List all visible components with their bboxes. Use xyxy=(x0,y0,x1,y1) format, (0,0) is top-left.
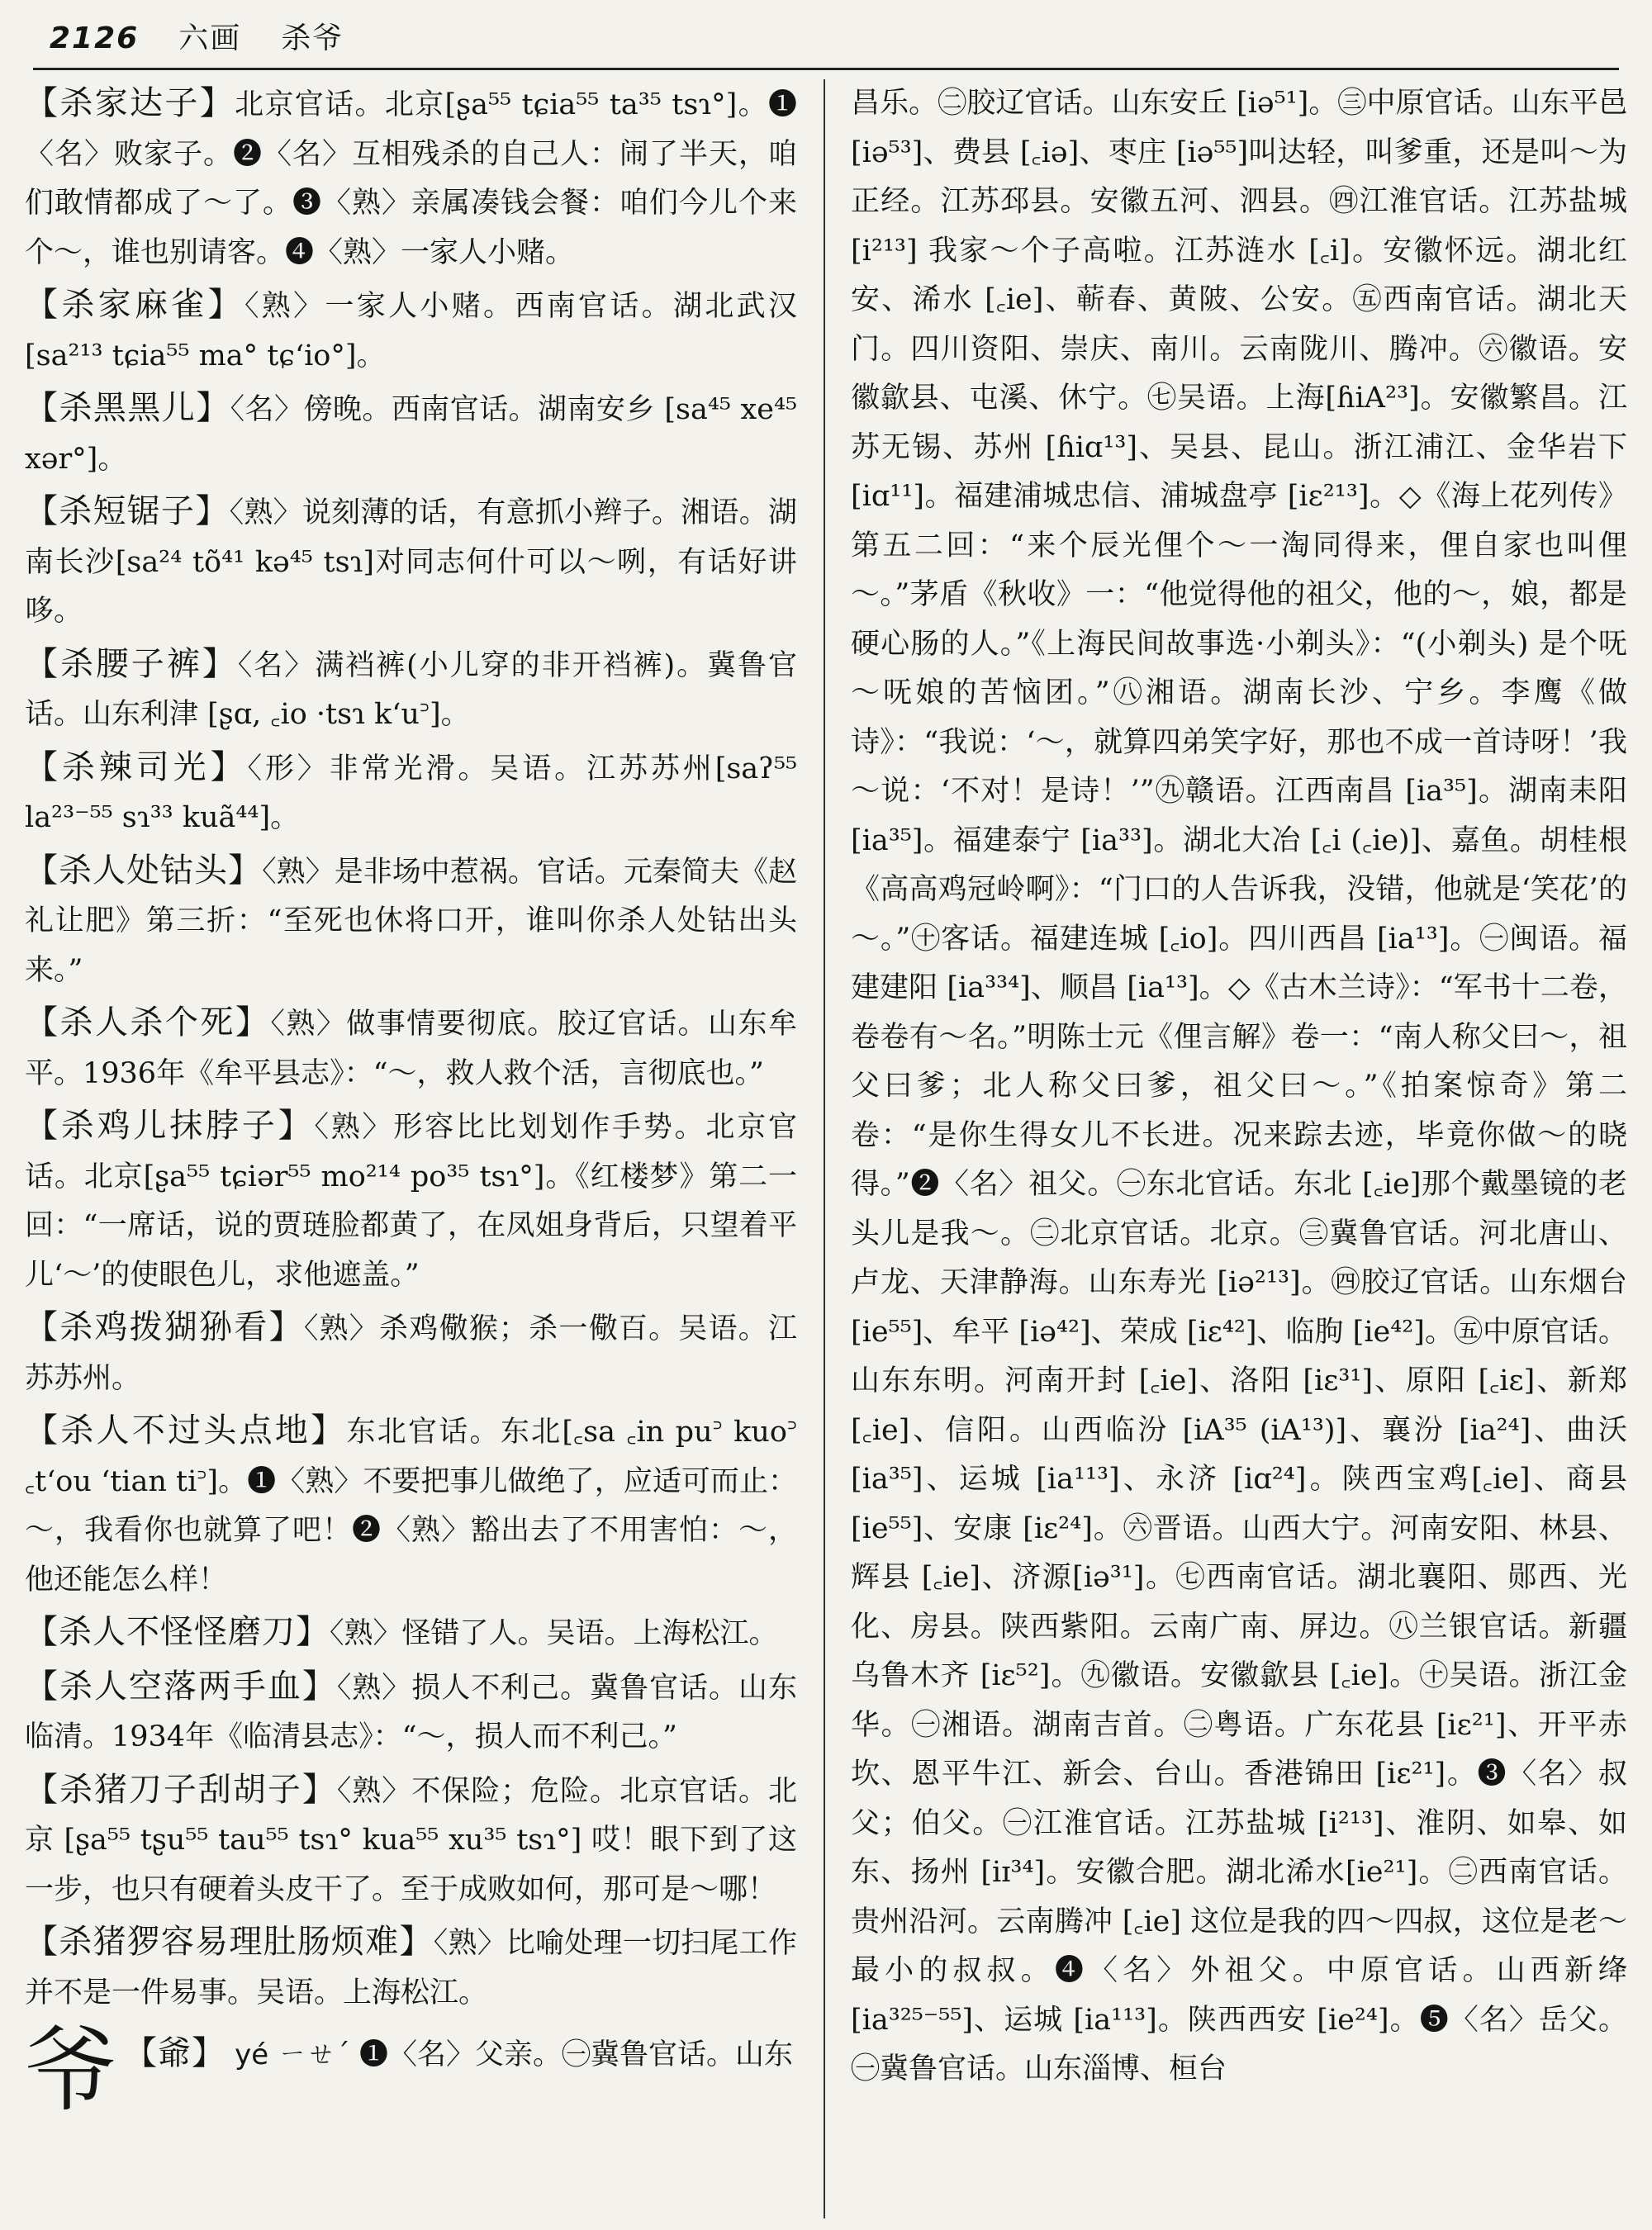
entry-headword: 【杀家达子】 xyxy=(25,84,235,122)
entry-text: 北京官话。北京[ʂa⁵⁵ tɕia⁵⁵ ta³⁵ tsɿ°]。❶〈名〉败家子。❷〈名〉互相残杀的自己人：闹了半天，咱们敢情都成了～了。❸〈熟〉亲属凑钱会餐：咱们今儿个来个～，谁也别请客。❹〈熟〉一家人小赌。 xyxy=(25,88,797,269)
guide-words: 杀爷 xyxy=(281,21,344,55)
main-entry-character: 爷 xyxy=(25,2017,117,2124)
entry-headword: 【杀腰子裤】 xyxy=(25,644,238,683)
left-column xyxy=(25,79,797,2218)
entry-headword: 【杀鸡儿抹脖子】 xyxy=(25,1107,315,1145)
right-column-text: 昌乐。㊁胶辽官话。山东安丘 [iə⁵¹]。㊂中原官话。山东平邑 [iə⁵³]、费县 [꜀iə]、枣庄 [iə⁵⁵]叫达轻，叫爹重，还是叫～为正经。江苏邳县。安徽五河、泗县。㊃江淮官话。江苏盐城 [i²¹³] 我家～个子高啦。江苏涟水 [꜀i]。安徽怀远。湖北红安、浠水 [꜀ie]、蕲春、黄陂、公安。㊄西南官话。湖北天门。四川资阳、崇庆、南川。云南陇川、腾冲。㊅徽语。安徽歙县、屯溪、休宁。㊆吴语。上海[ɦiA²³]。安徽繁昌。江苏无锡、苏州 [ɦiɑ¹³]、吴县、昆山。浙江浦江、金华岩下 [iɑ¹¹]。福建浦城忠信、浦城盘亭 [iɛ²¹³]。◇《海上花列传》第五二回：“来个辰光俚个～一淘同得来，俚自家也叫俚～。”茅盾《秋收》一：“他觉得他的祖父，他的～，娘，都是硬心肠的人。”《上海民间故事选·小剃头》：“(小剃头) 是个呒～呒娘的苦恼团。”㊇湘语。湖南长沙、宁乡。李鹰《做诗》：“我说：‘～，就算四弟笑字好，那也不成一首诗呀！’我～说：‘不对！是诗！’”㊈赣语。江西南昌 [ia³⁵]。湖南耒阳 [ia³⁵]。福建泰宁 [ia³³]。湖北大冶 [꜀i (꜀ie)]、嘉鱼。胡桂根《高高鸡冠岭啊》：“门口的人告诉我，没错，他就是‘笑花’的～。”㊉客话。福建连城 [꜀io]。四川西昌 [ia¹³]。㊀闽语。福建建阳 [ia³³⁴]、顺昌 [ia¹³]。◇《古木兰诗》：“军书十二卷，卷卷有～名。”明陈士元《俚言解》卷一：“南人称父曰～，祖父曰爹；北人称父曰爹，祖父曰～。”《拍案惊奇》第二卷：“是你生得女儿不长进。况来踪去迹，毕竟你做～的晓得。”❷〈名〉祖父。㊀东北官话。东北 [꜀ie]那个戴墨镜的老头儿是我～。㊁北京官话。北京。㊂冀鲁官话。河北唐山、卢龙、天津静海。山东寿光 [iə²¹³]。㊃胶辽官话。山东烟台 [ie⁵⁵]、牟平 [iə⁴²]、荣成 [iɛ⁴²]、临朐 [ie⁴²]。㊄中原官话。山东东明。河南开封 [꜀ie]、洛阳 [iɛ³¹]、原阳 [꜀iɛ]、新郑 [꜀ie]、信阳。山西临汾 [iA³⁵ (iA¹³)]、襄汾 [ia²⁴]、曲沃 [ia³⁵]、运城 [ia¹¹³]、永济 [iɑ²⁴]。陕西宝鸡[꜀ie]、商县 [ie⁵⁵]、安康 [iɛ²⁴]。㊅晋语。山西大宁。河南安阳、林县、辉县 [꜀ie]、济源[iə³¹]。㊆西南官话。湖北襄阳、郧西、光化、房县。陕西紫阳。云南广南、屏边。㊇兰银官话。新疆乌鲁木齐 [iɛ⁵²]。㊈徽语。安徽歙县 [꜀ie]。㊉吴语。浙江金华。㊀湘语。湖南吉首。㊁粤语。广东花县 [iɛ²¹]、开平赤坎、恩平牛江、新会、台山。香港锦田 [iɛ²¹]。❸〈名〉叔父；伯父。㊀江淮官话。江苏盐城 [i²¹³]、淮阴、如皋、如东、扬州 [iɪ³⁴]。安徽合肥。湖北浠水[ie²¹]。㊁西南官话。贵州沿河。云南腾冲 [꜀ie] 这位是我的四～四叔，这位是老～最小的叔叔。❹〈名〉外祖父。中原官话。山西新绛 [ia³²⁵⁻⁵⁵]、运城 [ia¹¹³]。陕西西安 [ie²⁴]。❺〈名〉岳父。㊀冀鲁官话。山东淄博、桓台 xyxy=(851,87,1627,2085)
entry xyxy=(25,743,797,843)
entry xyxy=(25,1608,797,1659)
entry-headword: 【杀人杀个死】 xyxy=(25,1004,271,1041)
main-entry-traditional: 【爺】 xyxy=(124,2034,225,2072)
entry-text: 〈形〉非常光滑。吴语。江苏苏州[saʔ⁵⁵ la²³⁻⁵⁵ sɿ³³ kuã⁴⁴]。 xyxy=(25,752,797,834)
entry-headword: 【杀短锯子】 xyxy=(25,492,230,530)
entry-headword: 【杀黑黑儿】 xyxy=(25,389,230,427)
right-column xyxy=(851,79,1627,2218)
header-rule xyxy=(33,68,1619,70)
entry xyxy=(25,384,797,484)
column-divider xyxy=(824,79,825,2218)
entry xyxy=(25,999,797,1098)
entry xyxy=(25,1303,797,1403)
entry-text: 东北官话。东北[꜀sa ꜀in pu꜄ kuo꜄ ꜀t‘ou ‘tian ti꜄]。❶〈熟〉不要把事儿做绝了，应适可而止：～，我看你也就算了吧！❷〈熟〉豁出去了不用害怕：～，他还能怎么样！ xyxy=(25,1416,797,1597)
page-number: 2126 xyxy=(50,21,140,55)
entry xyxy=(25,1407,797,1605)
entry-text: 〈名〉满裆裤(小儿穿的非开裆裤)。冀鲁官话。山东利津 [ʂɑ, ꜀io ·tsɿ k‘u꜄]。 xyxy=(25,648,797,731)
entry xyxy=(25,79,797,278)
entry xyxy=(25,640,797,740)
entry-headword: 【杀鸡拨猢狲看】 xyxy=(25,1308,304,1346)
entry-headword: 【杀人空落两手血】 xyxy=(25,1667,337,1706)
entry-headword: 【杀辣司光】 xyxy=(25,747,248,786)
entry-text: 〈熟〉怪错了人。吴语。上海松江。 xyxy=(330,1617,778,1650)
section-label: 六画 xyxy=(178,21,242,55)
main-entry-pinyin: yé xyxy=(235,2038,269,2071)
running-head xyxy=(50,15,344,73)
entry xyxy=(25,487,797,637)
entry xyxy=(25,1663,797,1763)
entry xyxy=(25,847,797,996)
entry-text: 〈熟〉损人不利己。冀鲁官话。山东临清。1934年《临清县志》：“～，损人而不利己。” xyxy=(25,1671,797,1753)
main-entry xyxy=(25,2017,797,2124)
entry-text: 〈熟〉说刻薄的话，有意抓小辫子。湘语。湖南长沙[sa²⁴ tõ⁴¹ kə⁴⁵ tsɿ]对同志何什可以～咧，有话好讲哆。 xyxy=(25,496,797,628)
entry-text: 〈熟〉不保险；危险。北京官话。北京 [ʂa⁵⁵ tʂu⁵⁵ tau⁵⁵ tsɿ° kua⁵⁵ xu³⁵ tsɿ°] 哎！眼下到了这一步，也只有硬着头皮干了。至于成败如何，那可是～哪！ xyxy=(25,1774,797,1906)
entry-headword: 【杀人不怪怪磨刀】 xyxy=(25,1613,330,1651)
entry-headword: 【杀猪刀子刮胡子】 xyxy=(25,1770,337,1809)
entry-headword: 【杀人不过头点地】 xyxy=(25,1412,347,1450)
entry-headword: 【杀猪猡容易理肚肠烦难】 xyxy=(25,1923,434,1961)
entry-text: 〈熟〉是非场中惹祸。官话。元秦简夫《赵礼让肥》第三折：“至死也休将口开，谁叫你杀人处钴出头来。” xyxy=(25,855,797,987)
entry-headword: 【杀家麻雀】 xyxy=(25,286,244,324)
entry-text: 〈名〉傍晚。西南官话。湖南安乡 [sa⁴⁵ xe⁴⁵ xər°]。 xyxy=(25,393,797,476)
entry-text: 〈熟〉一家人小赌。西南官话。湖北武汉[sa²¹³ tɕia⁵⁵ ma° tɕ‘io°]。 xyxy=(25,290,797,372)
main-entry-text: ㄧㄝˊ ❶〈名〉父亲。㊀冀鲁官话。山东 xyxy=(278,2038,793,2071)
entry xyxy=(25,1102,797,1300)
entry-headword: 【杀人处钴头】 xyxy=(25,851,263,890)
entry-text: 〈熟〉形容比比划划作手势。北京官话。北京[ʂa⁵⁵ tɕiər⁵⁵ mo²¹⁴ po³⁵ tsɿ°]。《红楼梦》第二一回：“一席话，说的贾琏脸都黄了，在凤姐身背后，只望着平儿‘～’的使眼色儿，求他遮盖。” xyxy=(25,1111,797,1292)
entry xyxy=(25,281,797,381)
entry xyxy=(25,1918,797,2018)
entry-text: 〈熟〉做事情要彻底。胶辽官话。山东牟平。1936年《牟平县志》：“～，救人救个活，言彻底也。” xyxy=(25,1008,797,1090)
entry-text: 〈熟〉比喻处理一切扫尾工作并不是一件易事。吴语。上海松江。 xyxy=(25,1927,797,2009)
entry xyxy=(25,1766,797,1915)
entry-text: 〈熟〉杀鸡儆猴；杀一儆百。吴语。江苏苏州。 xyxy=(25,1312,797,1395)
